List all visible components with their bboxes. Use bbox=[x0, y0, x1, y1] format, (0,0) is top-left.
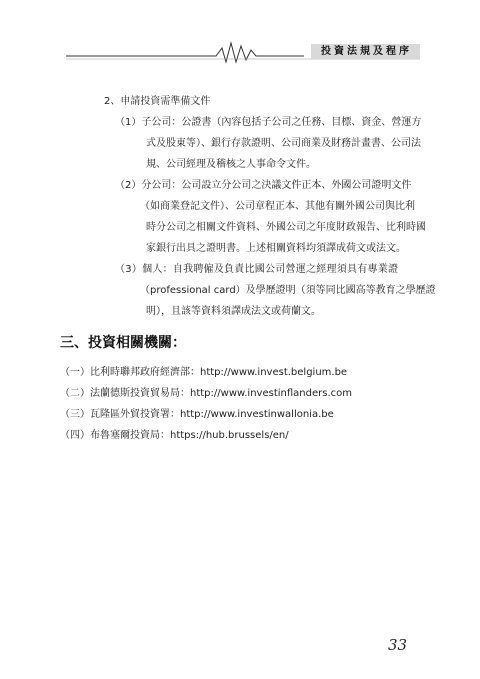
page-header bbox=[66, 36, 420, 66]
sub3-line-2: （professional card）及學歷證明（須等同比國高等教育之學歷證 bbox=[140, 285, 436, 296]
sub2-line-2: （如商業登記文件）、公司章程正本、其他有關外國公司與比利 bbox=[140, 201, 415, 212]
sub2-line-1: （2）分公司：公司設立分公司之決議文件正本、外國公司證明文件 bbox=[115, 180, 412, 191]
page-number: 33 bbox=[388, 636, 408, 654]
sub3-line-3: 明），且該等資料須譯成法文或荷蘭文。 bbox=[146, 306, 321, 317]
sub2-line-3: 時分公司之相關文件資料、外國公司之年度財政報告、比利時國 bbox=[146, 222, 426, 233]
agency-item-2: （二）法蘭德斯投資貿易局：http://www.investinflanders.com bbox=[60, 388, 352, 399]
agency-item-3: （三）瓦隆區外貿投資署：http://www.investinwallonia.be bbox=[60, 409, 334, 420]
header-title: 投資法規及程序 bbox=[311, 44, 420, 59]
item-2-title: 2、申請投資需準備文件 bbox=[104, 96, 211, 107]
sub3-line-1: （3）個人：自我聘僱及負責比國公司營運之經理須具有專業證 bbox=[115, 264, 398, 275]
section-3-heading: 三、投資相關機關： bbox=[60, 335, 186, 351]
sub1-line-1: （1）子公司：公證書（內容包括子公司之任務、目標、資金、營運方 bbox=[115, 117, 422, 128]
sub1-line-3: 規、公司經理及稽核之人事命令文件。 bbox=[146, 159, 316, 170]
sub1-line-2: 式及股東等）、銀行存款證明、公司商業及財務計畫書、公司法 bbox=[146, 138, 421, 149]
agency-item-1: （一）比利時聯邦政府經濟部：http://www.invest.belgium.be bbox=[60, 367, 348, 378]
agency-item-4: （四）布魯塞爾投資局：https://hub.brussels/en/ bbox=[60, 430, 289, 441]
sub2-line-4: 家銀行出具之證明書。上述相關資料均須譯成荷文或法文。 bbox=[146, 243, 406, 254]
